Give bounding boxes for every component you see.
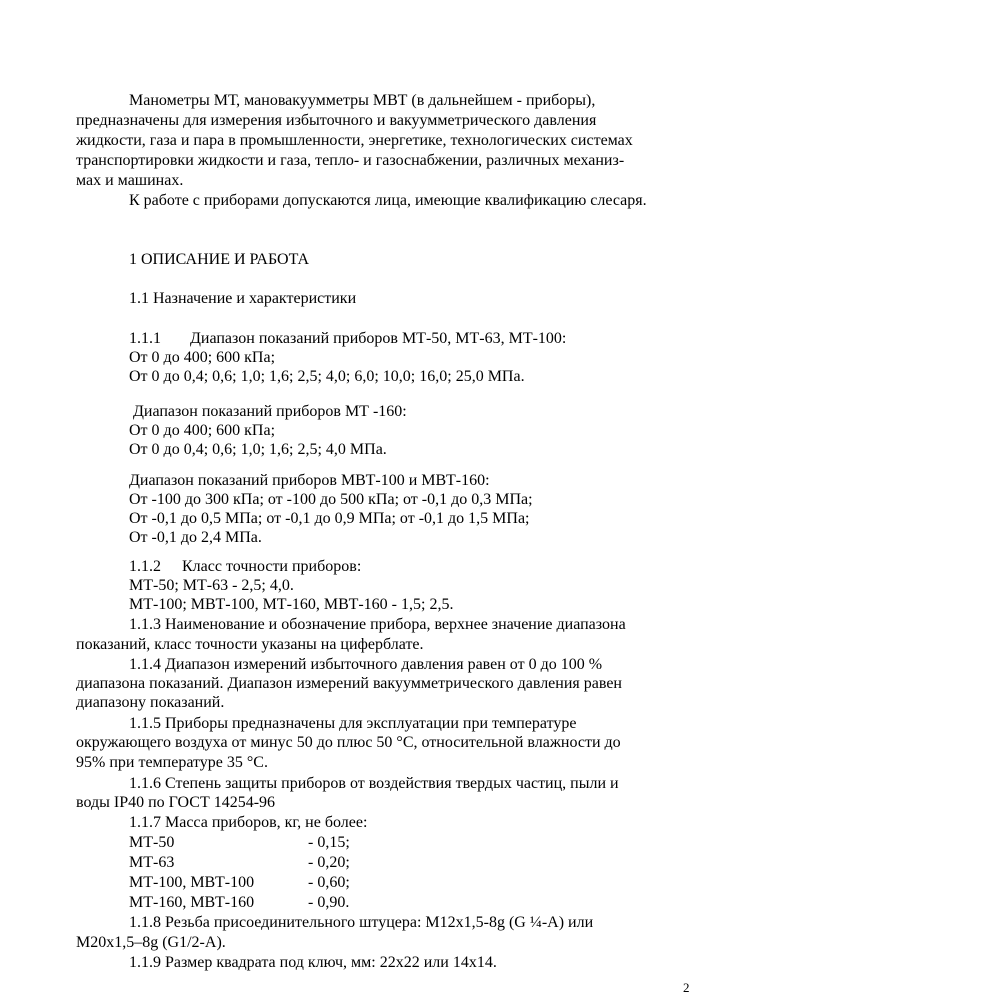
range-title: Диапазон показаний приборов МТ-50, МТ-63, МТ-100: bbox=[190, 330, 567, 347]
section-heading: 1 ОПИСАНИЕ И РАБОТА bbox=[129, 251, 310, 268]
mass-device: МТ-160, МВТ-160 bbox=[129, 894, 255, 911]
intro-line: Манометры МТ, мановакуумметры МВТ (в дальнейшем - приборы), bbox=[129, 92, 596, 109]
range-line: От 0 до 0,4; 0,6; 1,0; 1,6; 2,5; 4,0; 6,0; 10,0; 16,0; 25,0 МПа. bbox=[129, 368, 525, 385]
paragraph-line: 95% при температуре 35 °С. bbox=[76, 754, 268, 771]
paragraph-line: 1.1.3 Наименование и обозначение прибора, верхнее значение диапазона bbox=[129, 616, 626, 633]
mass-device: МТ-50 bbox=[129, 834, 175, 851]
item-number: 1.1.2 bbox=[129, 558, 161, 575]
accuracy-line: МТ-100; МВТ-100, МТ-160, МВТ-160 - 1,5; 2,5. bbox=[129, 596, 454, 613]
paragraph-line: 1.1.5 Приборы предназначены для эксплуатации при температуре bbox=[129, 715, 577, 732]
range-line: От -100 до 300 кПа; от -100 до 500 кПа; от -0,1 до 0,3 МПа; bbox=[129, 491, 533, 508]
paragraph-line: показаний, класс точности указаны на циферблате. bbox=[76, 636, 424, 653]
intro-line: жидкости, газа и пара в промышленности, энергетике, технологических системах bbox=[76, 132, 633, 149]
mass-value: - 0,90. bbox=[308, 894, 350, 911]
mass-row bbox=[129, 893, 429, 913]
range-line: От 0 до 0,4; 0,6; 1,0; 1,6; 2,5; 4,0 МПа. bbox=[129, 441, 387, 458]
intro-line: транспортировки жидкости и газа, тепло- и газоснабжении, различных механиз- bbox=[76, 152, 625, 169]
mass-device: МТ-63 bbox=[129, 854, 175, 871]
item-number: 1.1.1 bbox=[129, 330, 161, 347]
intro-line: мах и машинах. bbox=[76, 172, 184, 189]
paragraph-line: окружающего воздуха от минус 50 до плюс 50 °С, относительной влажности до bbox=[76, 734, 621, 751]
range-title: Диапазон показаний приборов МВТ-100 и МВТ-160: bbox=[129, 472, 490, 489]
mass-value: - 0,20; bbox=[308, 854, 350, 871]
mass-row bbox=[129, 873, 429, 893]
range-line: От 0 до 400; 600 кПа; bbox=[129, 349, 276, 366]
range-line: От -0,1 до 2,4 МПа. bbox=[129, 529, 262, 546]
mass-row bbox=[129, 833, 429, 853]
page-number: 2 bbox=[683, 980, 690, 995]
mass-row bbox=[129, 853, 429, 873]
range-line: От -0,1 до 0,5 МПа; от -0,1 до 0,9 МПа; от -0,1 до 1,5 МПа; bbox=[129, 510, 530, 527]
range-title: Диапазон показаний приборов МТ -160: bbox=[133, 403, 407, 420]
accuracy-title: Класс точности приборов: bbox=[182, 558, 362, 575]
mass-title: 1.1.7 Масса приборов, кг, не более: bbox=[129, 814, 368, 831]
paragraph-line: диапазону показаний. bbox=[76, 694, 225, 711]
paragraph-line: воды IP40 по ГОСТ 14254-96 bbox=[76, 794, 276, 811]
paragraph-line: диапазона показаний. Диапазон измерений вакуумметрического давления равен bbox=[76, 675, 622, 692]
mass-value: - 0,60; bbox=[308, 874, 350, 891]
intro-line: предназначены для измерения избыточного и вакуумметрического давления bbox=[76, 112, 597, 129]
paragraph-line: 1.1.8 Резьба присоединительного штуцера: М12х1,5-8g (G ¼-А) или bbox=[129, 914, 594, 931]
paragraph-line: М20х1,5–8g (G1/2-А). bbox=[76, 934, 226, 951]
mass-value: - 0,15; bbox=[308, 834, 350, 851]
accuracy-line: МТ-50; МТ-63 - 2,5; 4,0. bbox=[129, 577, 294, 594]
paragraph-line: 1.1.6 Степень защиты приборов от воздействия твердых частиц, пыли и bbox=[129, 775, 619, 792]
section-subheading: 1.1 Назначение и характеристики bbox=[129, 290, 357, 307]
paragraph-line: 1.1.4 Диапазон измерений избыточного давления равен от 0 до 100 % bbox=[129, 656, 603, 673]
range-line: От 0 до 400; 600 кПа; bbox=[129, 422, 276, 439]
paragraph-line: 1.1.9 Размер квадрата под ключ, мм: 22х22 или 14х14. bbox=[129, 954, 497, 971]
mass-device: МТ-100, МВТ-100 bbox=[129, 874, 255, 891]
intro-qualification: К работе с приборами допускаются лица, имеющие квалификацию слесаря. bbox=[129, 192, 647, 209]
